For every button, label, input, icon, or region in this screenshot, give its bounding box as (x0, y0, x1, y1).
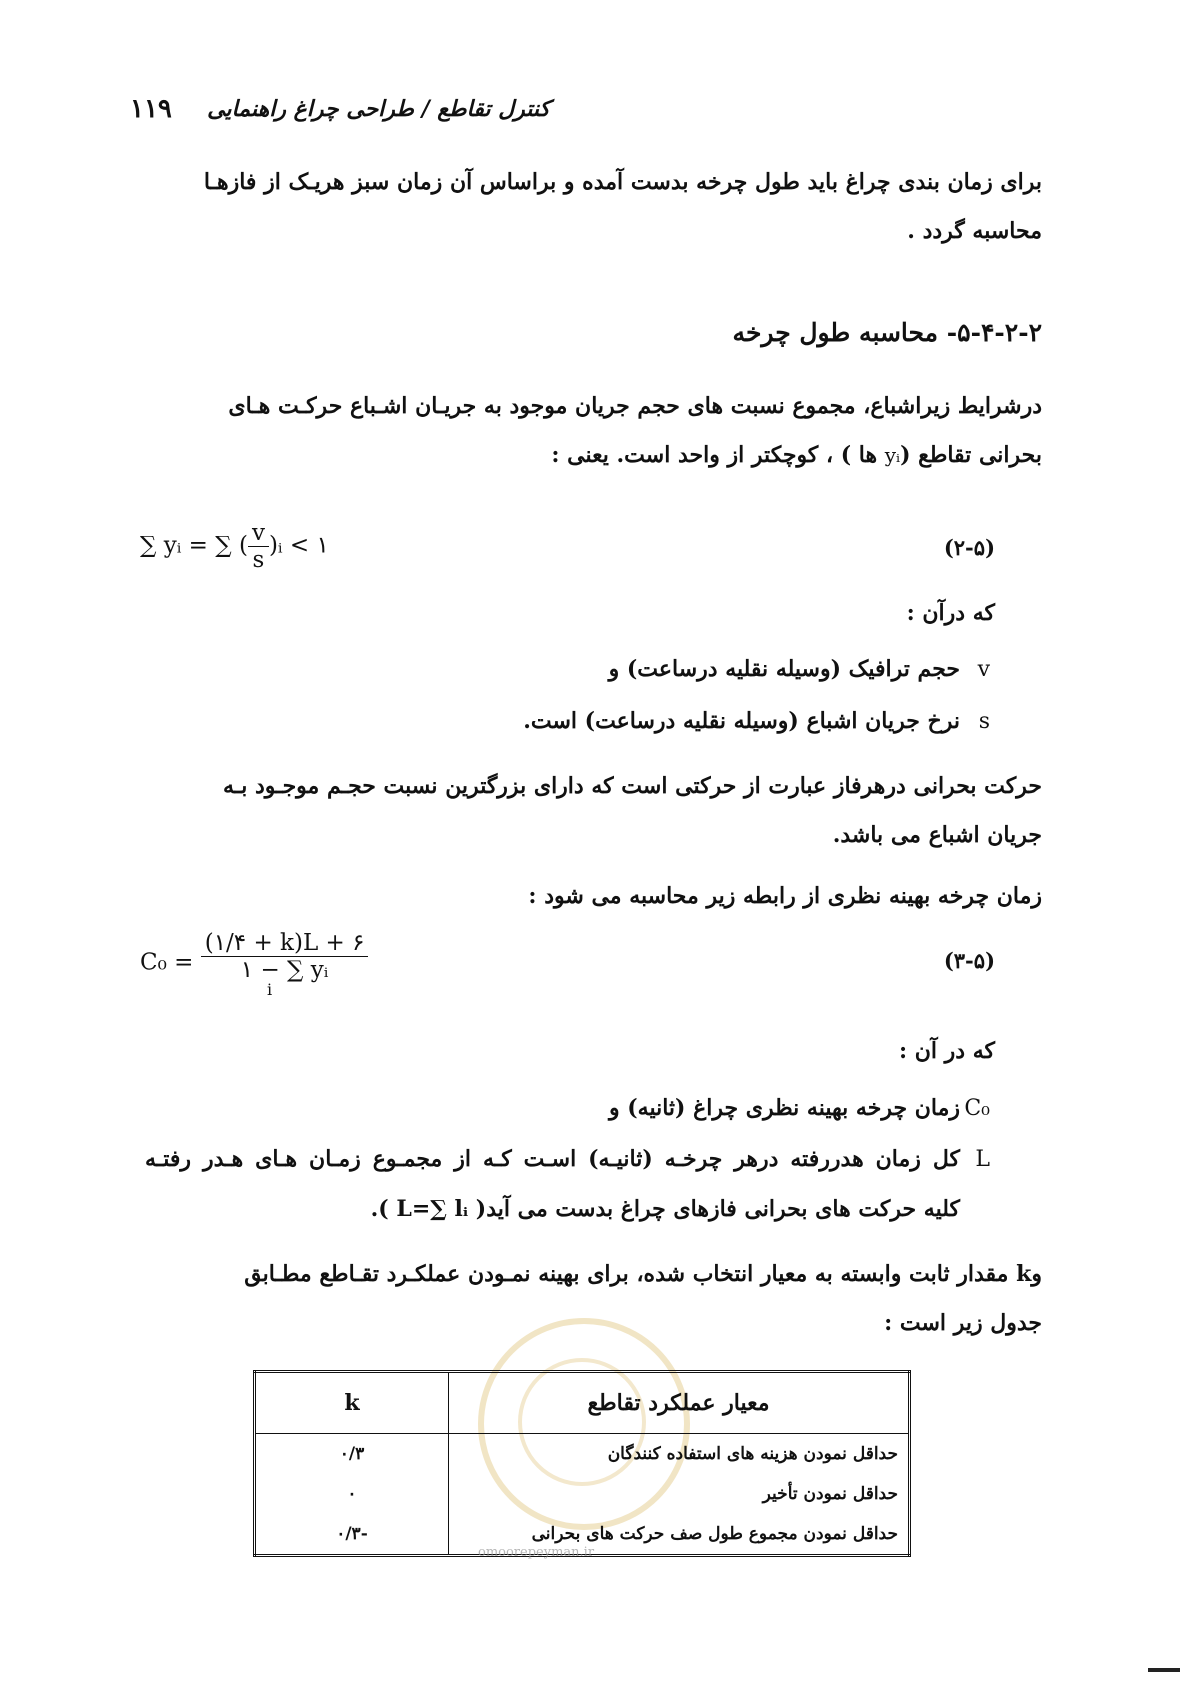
running-title: کنترل تقاطع / طراحی چراغ راهنمایی (207, 96, 550, 122)
eq2-sum-index: i (267, 980, 273, 999)
definition-c0 (609, 1095, 990, 1121)
equation-3-5 (140, 930, 368, 997)
saturation-paragraph (127, 382, 1042, 480)
page-header (130, 92, 550, 132)
table-row (255, 1434, 910, 1475)
eq2-denominator-text: ۱ − ∑ yᵢ (240, 957, 329, 983)
watermark-text: omoorepeyman.ir (478, 1545, 595, 1560)
eq1-denominator: s (252, 547, 265, 573)
where-label-1: که درآن : (906, 600, 995, 626)
para2-line-2: جریان اشباع می باشد. (832, 822, 1042, 848)
para1-line-2 (127, 431, 1042, 480)
para4-line-1: وk مقدار ثابت وابسته به معیار انتخاب شده، برای بهینه نمـودن عملکـرد تقـاطع مطـابق (244, 1261, 1042, 1287)
eq2-fraction (201, 930, 369, 997)
eq1-numerator: v (248, 520, 269, 547)
definition-s-text: نرخ جریان اشباع (وسیله نقلیه درساعت) است. (523, 708, 960, 734)
intro-line-2: محاسبه گردد . (907, 218, 1042, 244)
symbol-s: s (978, 709, 990, 734)
equation-2-5 (140, 520, 329, 573)
eq2-denominator (239, 957, 331, 983)
eq2-lhs: C₀ = (140, 949, 194, 976)
intro-paragraph (127, 158, 1042, 256)
para4-line-2: جدول زیر است : (884, 1310, 1042, 1336)
para1-line-2-a: بحرانی تقاطع ( (900, 442, 1042, 468)
table-row (255, 1474, 910, 1514)
criterion: حداقل نمودن مجموع طول صف حرکت های بحرانی (449, 1514, 910, 1556)
table-header-row (255, 1372, 910, 1434)
k-value: ۰/۳ (255, 1434, 449, 1475)
intro-line-1: برای زمان بندی چراغ باید طول چرخه بدست آمده و براساس آن زمان سبز هریـک از فازهـا (203, 169, 1042, 195)
symbol-v: v (977, 657, 990, 682)
definition-l-text: کل زمان هدررفته درهر چرخـه (ثانیـه) اسـت کـه از مجمـوع زمـان هـای هـدر رفتـه (145, 1146, 960, 1172)
para1-line-2-b: ها ) ، کوچکتر از واحد است. یعنی : (551, 442, 885, 468)
eq1-lhs: ∑ yᵢ = ∑ ( (140, 532, 248, 559)
equation-label-2-5: (۲-۵) (943, 535, 995, 560)
header-criterion: معیار عملکرد تقاطع (449, 1372, 910, 1434)
eq1-rhs: )ᵢ < ۱ (268, 532, 329, 559)
k-value: -۰/۳ (255, 1514, 449, 1556)
k-value: ۰ (255, 1474, 449, 1514)
equation-label-3-5: (۳-۵) (943, 948, 995, 973)
header-k: k (255, 1372, 449, 1434)
definition-v-text: حجم ترافیک (وسیله نقلیه درساعت) و (608, 656, 960, 682)
optimal-cycle-paragraph: زمان چرخه بهینه نظری از رابطه زیر محاسبه می شود : (528, 883, 1042, 909)
definition-v (609, 656, 990, 682)
yi-symbol: yᵢ (884, 443, 901, 467)
eq1-fraction (248, 520, 269, 573)
symbol-l: L (975, 1147, 990, 1172)
para2-line-1: حرکت بحرانی درهرفاز عبارت از حرکتی است که دارای بزرگترین نسبت حجـم موجـود بـه (222, 773, 1042, 799)
critical-movement-paragraph (127, 762, 1042, 860)
definition-l (145, 1146, 990, 1172)
definition-c0-text: زمان چرخه بهینه نظری چراغ (ثانیه) و (608, 1095, 960, 1121)
definition-s (523, 708, 990, 734)
symbol-c0: C₀ (964, 1096, 990, 1121)
k-values-table (253, 1370, 911, 1557)
para1-line-1: درشرایط زیراشباع، مجموع نسبت های حجم جریان موجود به جریـان اشـباع حرکـت هـای (228, 393, 1042, 419)
criterion: حداقل نمودن هزینه های استفاده کنندگان (449, 1434, 910, 1475)
where-label-2: که در آن : (898, 1038, 995, 1064)
definition-l-continued: کلیه حرکت های بحرانی فازهای چراغ بدست می آید( L=∑ lᵢ ). (370, 1196, 960, 1222)
page-number: ۱۱۹ (130, 94, 172, 124)
eq2-numerator: (۱/۴ + k)L + ۶ (201, 930, 369, 957)
criterion: حداقل نمودن تأخیر (449, 1474, 910, 1514)
section-heading: ۵-۴-۲-۲- محاسبه طول چرخه (732, 318, 1042, 347)
page-corner-mark (1148, 1668, 1180, 1672)
